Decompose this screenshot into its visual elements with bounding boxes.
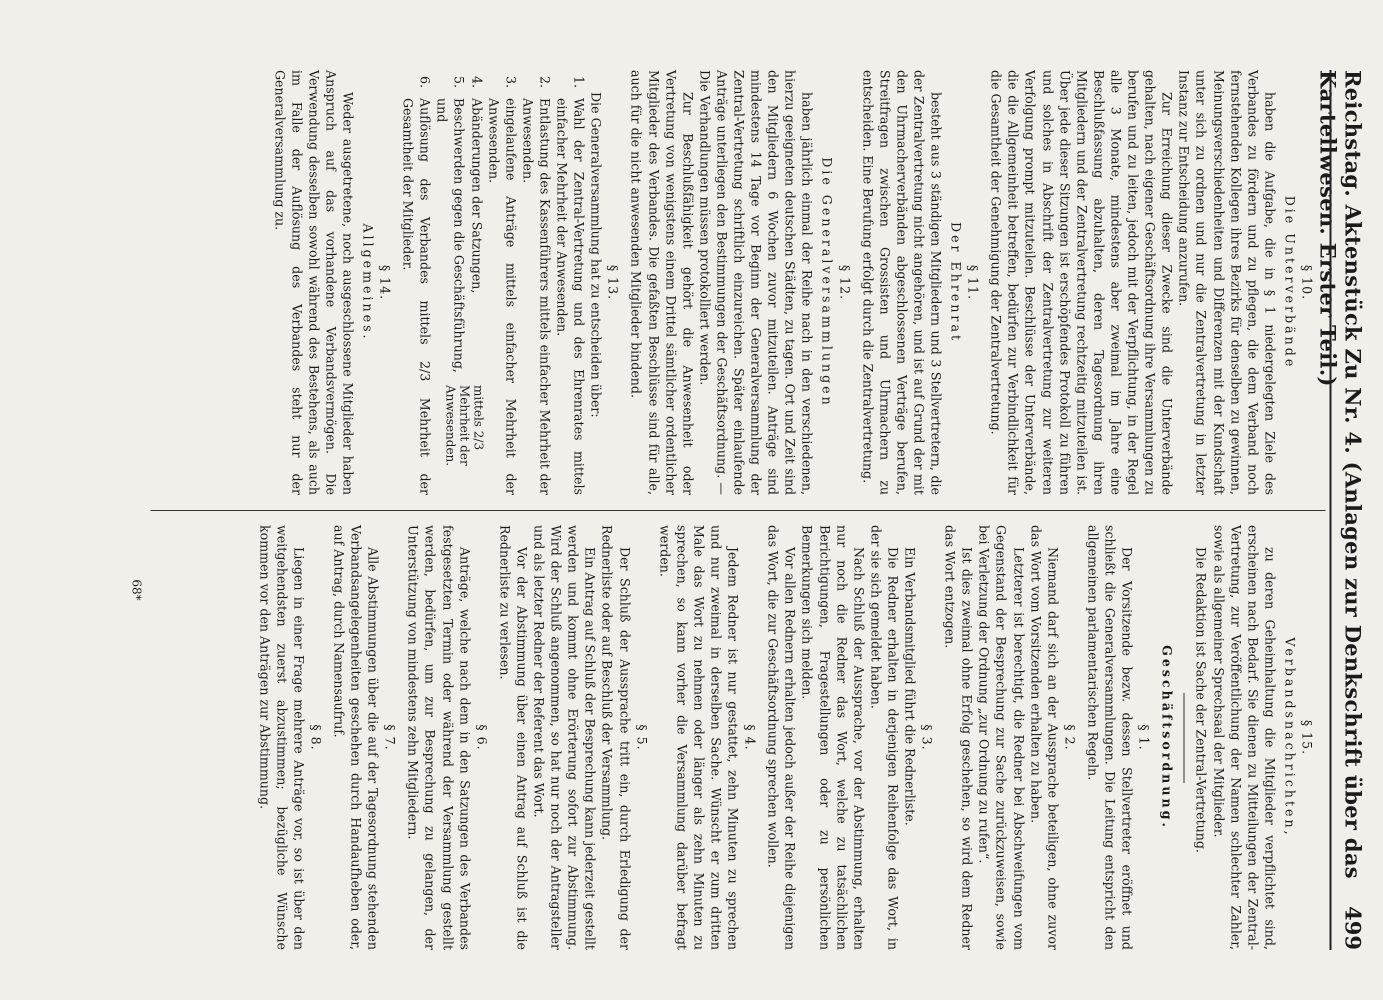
list-number: 6. [417, 76, 433, 89]
paragraph: Die Redaktion ist Sache der Zentral-Vertretung. [1193, 547, 1209, 853]
bracket-note: mittels 2/3 Mehrheit der Anwesenden. [442, 385, 485, 467]
section-divider [1183, 693, 1184, 783]
list-item [519, 70, 553, 495]
section-number: § 13. [605, 264, 621, 301]
list-text: Entlastung des Kassenführers mittels einfacher Mehrheit der Anwesenden. [519, 98, 552, 495]
list-number: 3. [502, 76, 518, 89]
section-heading: Verbandsnachrichten, [1281, 637, 1297, 838]
section-number: § 10. [1299, 264, 1314, 301]
list-number: 5. [451, 76, 467, 89]
section-number: § 8. [307, 724, 323, 751]
list-item [450, 70, 467, 495]
section-number: § 11. [965, 264, 981, 301]
paragraph: Nach Schluß der Aussprache, vor der Abstimmung, erhalten nur noch die Redner das Wort, welche zu tatsächlichen Berichtigungen, Fragestellungen oder zu persönlichen Bemerkungen sich melden. [799, 525, 866, 950]
section-number: § 6. [473, 724, 489, 751]
list-text: eingelaufene Anträge mittels einfacher Mehrheit der Anwesenden. [485, 98, 518, 495]
paragraph: haben die Aufgabe, die in § 1 niedergelegten Ziele des Verbandes zu fördern und zu pflegen, die dem Verband noch fernstehenden Kollegen ihres Bezirks für denselben zu gewinnen, Meinungsverschiedenheiten und Differenzen mit der Kundschaft unter sich zu ordnen und nur die Zentralvertretung in letzter Instanz zur Entscheidung anzurufen. [1176, 70, 1277, 495]
paragraph: Ein Verbandsmitglied führt die Rednerliste. [902, 547, 918, 826]
column-separator [150, 510, 1325, 511]
section-number: § 5. [633, 724, 649, 751]
list-number: 1. [571, 76, 587, 89]
section-number: § 14. [377, 264, 393, 301]
paragraph: Letzterer ist berechtigt, die Redner bei Abschweifungen vom Gegenstand der Besprechung zur Sache zurückzuweisen, sowie bei Verletzung der Ordnung „zur Ordnung zu rufen“. [976, 525, 1026, 950]
section-number: § 4. [742, 724, 758, 751]
paragraph: Ist dies zweimal ohne Erfolg geschehen, so wird dem Redner das Wort entzogen. [942, 525, 975, 950]
list-number: 2. [536, 76, 552, 89]
section-heading: Die Unterverbände [1281, 195, 1297, 370]
list-number: 4. [468, 76, 484, 89]
section-heading: Allgemeines. [360, 223, 376, 342]
list-item [553, 70, 587, 495]
paragraph: Die Redner erhalten in derjenigen Reihenfolge das Wort, in der sie sich gemeldet haben. [867, 525, 900, 950]
page-header [1315, 70, 1371, 950]
paragraph: Der Vorsitzende bezw. dessen Stellvertreter eröffnet und schließt die Generalversammlungen. Die Leitung entspricht den allgemeinen parlamentarischen Regeln. [1084, 525, 1135, 950]
paragraph: Liegen in einer Frage mehrere Anträge vor, so ist über den weitgehendsten zuerst abzustimmen; bezügliche Wünsche kommen vor den Anträgen zur Abstimmung. [256, 525, 306, 950]
section-number: § 15. [1299, 719, 1314, 756]
left-column [270, 70, 1321, 495]
list-text: Auflösung des Verbandes mittels 2/3 Mehrheit der Gesamtheit der Mitglieder. [400, 98, 433, 495]
paragraph: Vor der Abstimmung über einen Antrag auf Schluß ist die Rednerliste zu verlesen. [496, 525, 529, 950]
list-item [485, 70, 519, 495]
section-heading: Geschäftsordnung. [1159, 645, 1175, 830]
paragraph: Anträge, welche nach dem in den Satzungen des Verbandes festgesetzten Termin oder während der Versammlung gestellt werden, bedürfen, um zur Besprechung zu gelangen, der Unterstützung von mindestens zehn Mitgliedern. [405, 525, 472, 950]
paragraph: Weder ausgetretene, noch ausgeschlossene Mitglieder haben Anspruch auf das vorhandene Verbandsvermögen. Die Verwendung desselben sowohl während des Bestehens, als auch im Falle der Auflösung des Verbandes steht nur der Generalversammlung zu. [271, 70, 355, 495]
paragraph: Alle Abstimmungen über die auf der Tagesordnung stehenden Verbandsangelegenheiten geschehen durch Handaufheben oder, auf Antrag, durch Namensaufruf. [331, 525, 381, 950]
list-text: und [434, 98, 450, 123]
page-number: 499 [1340, 906, 1365, 950]
list-item [399, 70, 433, 495]
section-heading: Der Ehrenrat [948, 221, 964, 344]
list-item [433, 70, 450, 495]
list-text: Abänderungen der Satzungen, [468, 98, 484, 294]
paragraph: Ein Antrag auf Schluß der Besprechung kann jederzeit gestellt werden und kommt ohne Erörterung sofort zur Abstimmung. Wird der Schluß angenommen, so hat nur noch der Antragsteller und als letzter Redner der Referent das Wort. [531, 525, 598, 950]
paragraph: Jedem Redner ist nur gestattet, zehn Minuten zu sprechen und nur zweimal in derselben Sache. Wünscht er zum dritten Male das Wort zu nehmen oder länger als zehn Minuten zu sprechen, so kann vorher die Versammlung darüber befragt werden. [656, 525, 741, 950]
paragraph: Zur Erreichung dieser Zwecke sind die Unterverbände gehalten, nach eigener Geschäftsordnung ihre Versammlungen zu berufen und zu leiten, jedoch mit der Verpflichtung, in der Regel alle 3 Monate, mindestens aber zweimal im Jahre eine Beschlußfassung abzuhalten, deren Tagesordnung ihren Mitgliedern und der Zentralvertretung rechtzeitig mitzuteilen ist. Über jede dieser Sitzungen ist erschöpfendes Protokoll zu führen und solches in Abschrift der Zentralvertretung zur weiteren Verfolgung prompt mitzuteilen. Beschlüsse der Unterverbände, die die Allgemeinheit betreffen, bedürfen zur Verbindlichkeit für die Gesamtheit der Genehmigung der Zentralvertretung. [988, 70, 1175, 495]
paragraph: haben jährlich einmal der Reihe nach in den verschiedenen, hierzu geeigneten deutschen Städten, zu tagen. Ort und Zeit sind den Mitgliedern 6 Wochen zuvor mitzuteilen. Anträge sind mindestens 14 Tage vor Beginn der Generalversammlung der Zentral-Vertretung schriftlich einzureichen. Später einlaufende Anträge unterliegen den Bestimmungen der Geschäftsordnung. — Die Verhandlungen müssen protokolliert werden. [696, 70, 815, 495]
section-number: § 2. [1061, 724, 1077, 751]
header-rule [1329, 70, 1331, 950]
paragraph: besteht aus 3 ständigen Mitgliedern und 3 Stellvertretern, die der Zentralvertretung nicht angehören, und ist auf Grund der mit den Uhrmacherverbänden abgeschlossenen Verträge berufen, Streitfragen zwischen Grossisten und Uhrmachern zu entscheiden. Eine Berufung erfolgt durch die Zentralvertretung. [859, 70, 944, 495]
paragraph: Die Generalversammlung hat zu entscheiden über: [588, 92, 604, 418]
paragraph: Vor allen Rednern erhalten jedoch außer der Reihe diejenigen das Wort, die zur Geschäftsordnung sprechen wollen. [765, 525, 798, 950]
paragraph: Zur Beschlußfähigkeit gehört die Anwesenheit oder Vertretung von wenigstens einem Drittel sämtlicher ordentlicher Mitglieder des Verbandes. Die gefaßten Beschlüsse sind für alle, auch für die nicht anwesenden Mitglieder bindend. [628, 70, 695, 495]
paragraph: zu deren Geheimhaltung die Mitglieder verpflichtet sind, erscheinen nach Bedarf. Sie dienen zu Mitteilungen der Zentral-Vertretung, zur Veröffentlichung der Namen schlechter Zahler, sowie als allgemeiner Sprechsaal der Mitglieder. [1210, 525, 1277, 950]
paragraph: Niemand darf sich an der Aussprache beteiligen, ohne zuvor das Wort vom Vorsitzenden erhalten zu haben. [1027, 525, 1060, 950]
section-number: § 1. [1136, 724, 1152, 751]
sheet-mark: 68* [129, 579, 143, 601]
section-number: § 3. [919, 724, 935, 751]
section-heading: Die Generalversammlungen [819, 157, 835, 408]
paragraph: Der Schluß der Aussprache tritt ein, durch Erledigung der Rednerliste oder auf Beschluß der Versammlung. [599, 525, 632, 950]
numbered-list [399, 70, 587, 495]
section-number: § 7. [382, 724, 398, 751]
list-text: Beschwerden gegen die Geschäftsführung, [451, 98, 467, 373]
section-number: § 12. [836, 264, 852, 301]
running-title: Reichstag. Aktenstück Zu Nr. 4. (Anlagen zur Denkschrift über das Kartellwesen. Erster Teil.) [1315, 70, 1365, 879]
right-column [256, 525, 1321, 950]
list-text: Wahl der Zentral-Vertretung und des Ehrenrates mittels einfacher Mehrheit der Anwesenden. [554, 98, 587, 495]
